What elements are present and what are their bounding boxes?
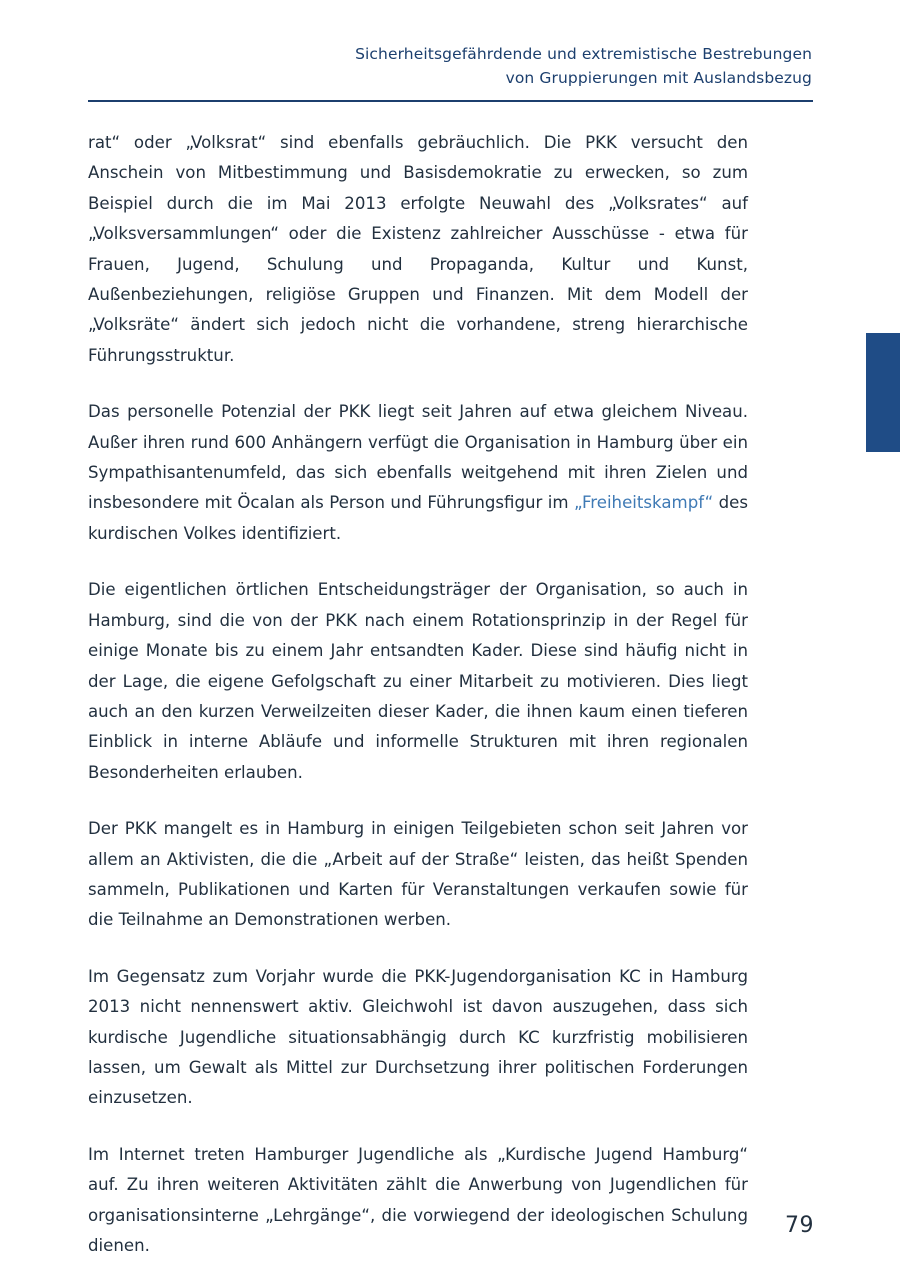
paragraph-2 <box>88 397 748 549</box>
running-header-line-1: Sicherheitsgefährdende und extremistische Bestrebungen <box>355 45 812 63</box>
paragraph-2-text-after: des kurdischen Volkes identifiziert. <box>88 493 748 543</box>
running-header <box>88 42 812 90</box>
paragraph-2-text-before: Das personelle Potenzial der PKK liegt seit Jahren auf etwa gleichem Niveau. Außer ihren rund 600 Anhängern verfügt die Organisation in Hamburg über ein Sympathisantenumfeld, das sich ebenfalls weitgehend mit ihren Zielen und insbesondere mit Öcalan als Person und Führungsfigur im <box>88 402 748 513</box>
paragraph-1: rat“ oder „Volksrat“ sind ebenfalls gebräuchlich. Die PKK versucht den Anschein von Mitbestimmung und Basisdemokratie zu erwecken, so zum Beispiel durch die im Mai 2013 erfolgte Neuwahl des „Volksrates“ auf „Volksversammlungen“ oder die Existenz zahlreicher Ausschüsse - etwa für Frauen, Jugend, Schulung und Propaganda, Kultur und Kunst, Außenbeziehungen, religiöse Gruppen und Finanzen. Mit dem Modell der „Volksräte“ ändert sich jedoch nicht die vorhandene, streng hierarchische Führungsstruktur. <box>88 133 748 365</box>
body-content <box>88 128 748 1261</box>
section-side-tab-marker <box>866 333 900 452</box>
running-header-line-2: von Gruppierungen mit Auslandsbezug <box>505 69 812 87</box>
paragraph-5: Im Gegensatz zum Vorjahr wurde die PKK-Jugendorganisation KC in Hamburg 2013 nicht nennenswert aktiv. Gleichwohl ist davon auszugehen, dass sich kurdische Jugendliche situationsabhängig durch KC kurzfristig mobilisieren lassen, um Gewalt als Mittel zur Durchsetzung ihrer politischen Forderungen einzusetzen. <box>88 966 748 1108</box>
paragraph-4: Der PKK mangelt es in Hamburg in einigen Teilgebieten schon seit Jahren vor allem an Aktivisten, die die „Arbeit auf der Straße“ leisten, das heißt Spenden sammeln, Publikationen und Karten für Veranstaltungen verkaufen sowie für die Teilnahme an Demonstrationen werben. <box>88 819 748 930</box>
paragraph-3: Die eigentlichen örtlichen Entscheidungsträger der Organisation, so auch in Hamburg, sind die von der PKK nach einem Rotationsprinzip in der Regel für einige Monate bis zu einem Jahr entsandten Kader. Diese sind häufig nicht in der Lage, die eigene Gefolgschaft zu einer Mitarbeit zu motivieren. Dies liegt auch an den kurzen Verweilzeiten dieser Kader, die ihnen kaum einen tieferen Einblick in interne Abläufe und informelle Strukturen mit ihren regionalen Besonderheiten erlauben. <box>88 580 748 782</box>
paragraph-6: Im Internet treten Hamburger Jugendliche als „Kurdische Jugend Hamburg“ auf. Zu ihren weiteren Aktivitäten zählt die Anwerbung von Jugendlichen für organisationsinterne „Lehrgänge“, die vorwiegend der ideologischen Schulung dienen. <box>88 1144 748 1255</box>
freiheitskampf-link[interactable]: „Freiheitskampf“ <box>573 493 714 513</box>
page-number: 79 <box>785 1213 814 1238</box>
header-divider-rule <box>88 100 813 102</box>
